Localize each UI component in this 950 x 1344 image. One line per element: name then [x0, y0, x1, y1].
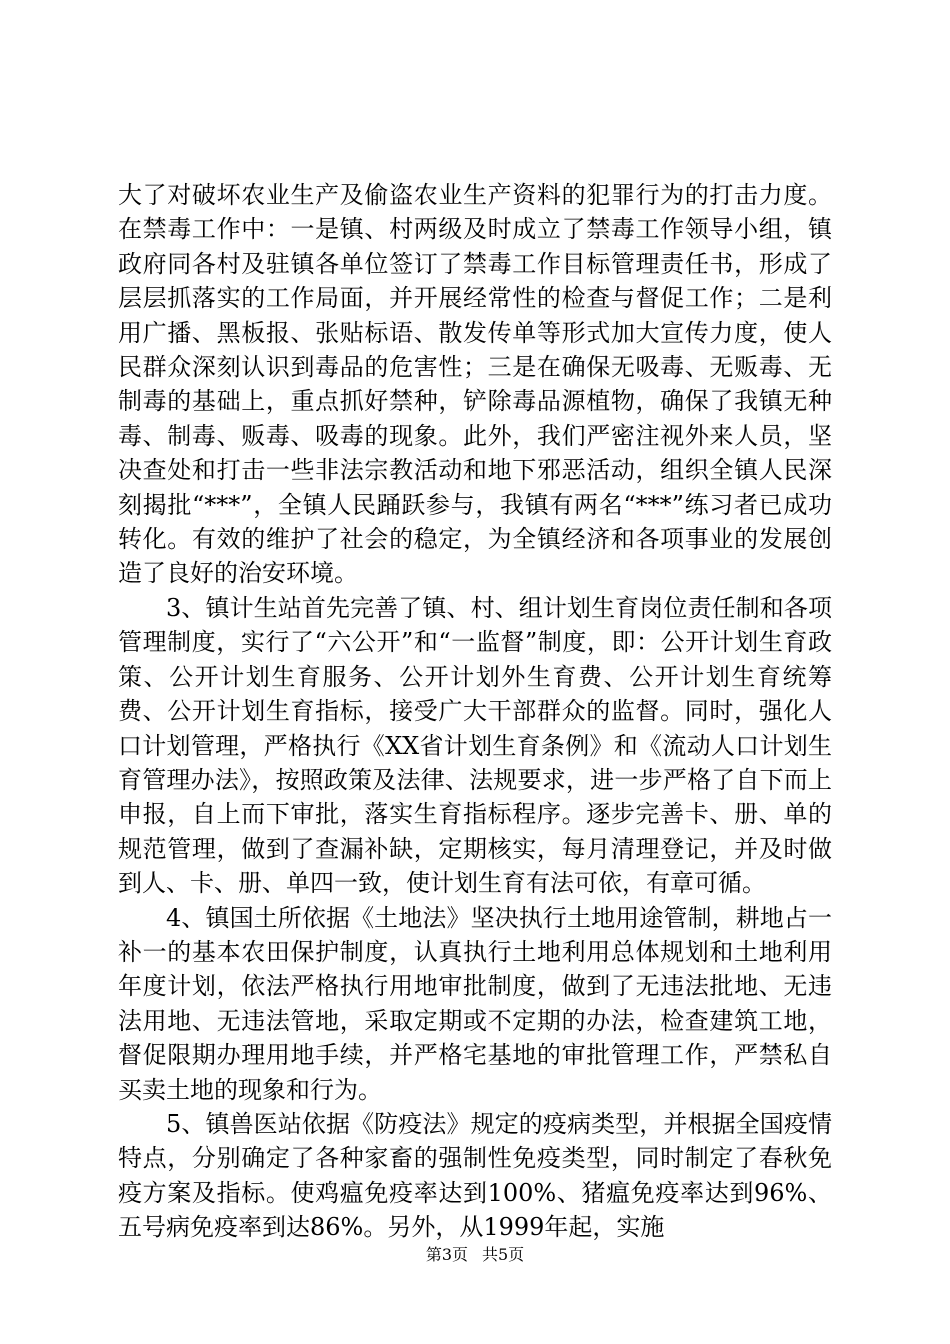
- paragraph-land-management: 4、镇国土所依据《土地法》坚决执行土地用途管制，耕地占一补一的基本农田保护制度，认真执行土地利用总体规划和土地利用年度计划，依法严格执行用地审批制度，做到了无违法批地、无违法用地、无违法管地，采取定期或不定期的办法，检查建筑工地，督促限期办理用地手续，并严格宅基地的审批管理工作，严禁私自买卖土地的现象和行为。: [118, 903, 832, 1104]
- paragraph-veterinary-station: 5、镇兽医站依据《防疫法》规定的疫病类型，并根据全国疫情特点，分别确定了各种家畜的强制性免疫类型，同时制定了春秋免疫方案及指标。使鸡瘟免疫率达到100%、猪瘟免疫率达到96%、五号病免疫率到达86%。另外，从1999年起，实施: [118, 1109, 832, 1242]
- page-footer: [0, 1242, 950, 1265]
- paragraph-continued: 大了对破坏农业生产及偷盗农业生产资料的犯罪行为的打击力度。在禁毒工作中：一是镇、村两级及时成立了禁毒工作领导小组，镇政府同各村及驻镇各单位签订了禁毒工作目标管理责任书，形成了层层抓落实的工作局面，并开展经常性的检查与督促工作；二是利用广播、黑板报、张贴标语、散发传单等形式加大宣传力度，使人民群众深刻认识到毒品的危害性；三是在确保无吸毒、无贩毒、无制毒的基础上，重点抓好禁种，铲除毒品源植物，确保了我镇无种毒、制毒、贩毒、吸毒的现象。此外，我们严密注视外来人员，坚决查处和打击一些非法宗教活动和地下邪恶活动，组织全镇人民深刻揭批“***”，全镇人民踊跃参与，我镇有两名“***”练习者已成功转化。有效的维护了社会的稳定，为全镇经济和各项事业的发展创造了良好的治安环境。: [118, 181, 832, 588]
- paragraph-family-planning: 3、镇计生站首先完善了镇、村、组计划生育岗位责任制和各项管理制度，实行了“六公开”和“一监督”制度，即：公开计划生育政策、公开计划生育服务、公开计划外生育费、公开计划生育统筹费、公开计划生育指标，接受广大干部群众的监督。同时，强化人口计划管理，严格执行《XX省计划生育条例》和《流动人口计划生育管理办法》，按照政策及法律、法规要求，进一步严格了自下而上申报，自上而下审批，落实生育指标程序。逐步完善卡、册、单的规范管理，做到了查漏补缺，定期核实，每月清理登记，并及时做到人、卡、册、单四一致，使计划生育有法可依，有章可循。: [118, 593, 832, 898]
- page-number: 第3页: [425, 1245, 468, 1264]
- page-total: 共5页: [482, 1245, 525, 1264]
- document-body: [118, 178, 832, 1245]
